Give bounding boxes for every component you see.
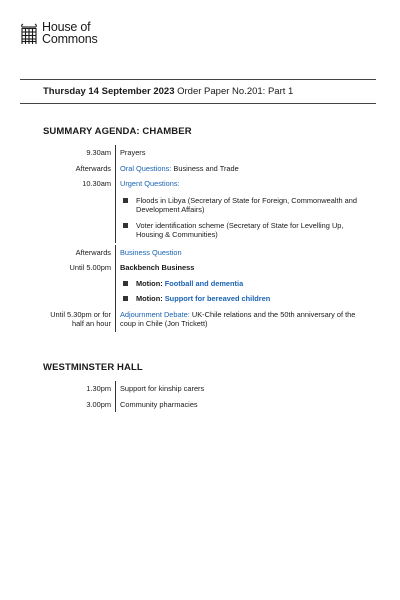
chamber-heading: SUMMARY AGENDA: CHAMBER xyxy=(43,126,192,137)
business-question-link[interactable]: Business Question xyxy=(120,247,182,257)
motion-label: Motion: xyxy=(136,278,163,288)
agenda-time: 1.30pm xyxy=(86,384,111,393)
logo-line-1: House of xyxy=(42,20,91,34)
square-bullet-icon xyxy=(123,223,128,228)
bottom-divider xyxy=(20,103,376,104)
logo-line-2: Commons xyxy=(42,31,98,46)
square-bullet-icon xyxy=(123,296,128,301)
urgent-question-text: Voter identification scheme (Secretary of State for Levelling Up, Housing & Communities) xyxy=(136,220,344,239)
agenda-time: 10.30am xyxy=(82,179,111,188)
square-bullet-icon xyxy=(123,198,128,203)
list-item xyxy=(120,221,363,240)
agenda-item-text: Prayers xyxy=(120,148,146,157)
agenda-item-text: Backbench Business xyxy=(120,263,195,272)
house-of-commons-logo xyxy=(20,22,98,45)
adjournment-debate-link[interactable]: Adjournment Debate: xyxy=(120,309,190,319)
agenda-time: Until 5.30pm or for half an hour xyxy=(50,309,111,328)
agenda-row-prayers xyxy=(43,145,363,161)
logo-wordmark xyxy=(42,22,98,45)
list-item xyxy=(120,196,363,215)
agenda-time: Afterwards xyxy=(75,247,111,257)
motion-label: Motion: xyxy=(136,294,163,303)
agenda-row-business-question xyxy=(43,243,363,261)
agenda-time: Afterwards xyxy=(75,163,111,173)
square-bullet-icon xyxy=(123,281,128,286)
portcullis-icon xyxy=(20,23,38,45)
agenda-item-text: Business and Trade xyxy=(171,163,239,173)
oral-questions-link[interactable]: Oral Questions: xyxy=(120,163,172,173)
order-paper-title: Order Paper No.201: Part 1 xyxy=(177,86,294,97)
westminster-hall-agenda xyxy=(43,381,363,412)
agenda-row-adjournment-debate xyxy=(43,307,363,332)
agenda-time: 9.30am xyxy=(86,148,111,157)
motion-football-dementia-link[interactable]: Football and dementia xyxy=(164,278,244,288)
motion-bereaved-children-link[interactable]: Support for bereaved children xyxy=(164,294,271,303)
agenda-item-text: Support for kinship carers xyxy=(120,384,205,393)
urgent-question-text: Floods in Libya (Secretary of State for Foreign, Commonwealth and Development Affairs) xyxy=(136,195,358,214)
urgent-questions-link[interactable]: Urgent Questions: xyxy=(120,179,180,188)
order-paper-heading xyxy=(43,86,293,98)
top-divider xyxy=(20,79,376,80)
agenda-row-backbench-business xyxy=(43,260,363,307)
order-paper-date: Thursday 14 September 2023 xyxy=(43,86,175,97)
agenda-row-community-pharmacies xyxy=(43,397,363,413)
agenda-time: Until 5.00pm xyxy=(69,263,111,272)
list-item xyxy=(120,294,363,304)
agenda-time: 3.00pm xyxy=(86,399,111,409)
agenda-row-kinship-carers xyxy=(43,381,363,397)
agenda-row-urgent-questions xyxy=(43,176,363,243)
westminster-hall-heading: WESTMINSTER HALL xyxy=(43,362,143,373)
agenda-row-oral-questions xyxy=(43,161,363,177)
list-item xyxy=(120,279,363,289)
chamber-agenda xyxy=(43,145,363,332)
agenda-item-text: UK-Chile relations and the 50th anniversary of the coup in Chile (Jon Trickett) xyxy=(120,309,356,328)
agenda-item-text: Community pharmacies xyxy=(120,399,198,409)
